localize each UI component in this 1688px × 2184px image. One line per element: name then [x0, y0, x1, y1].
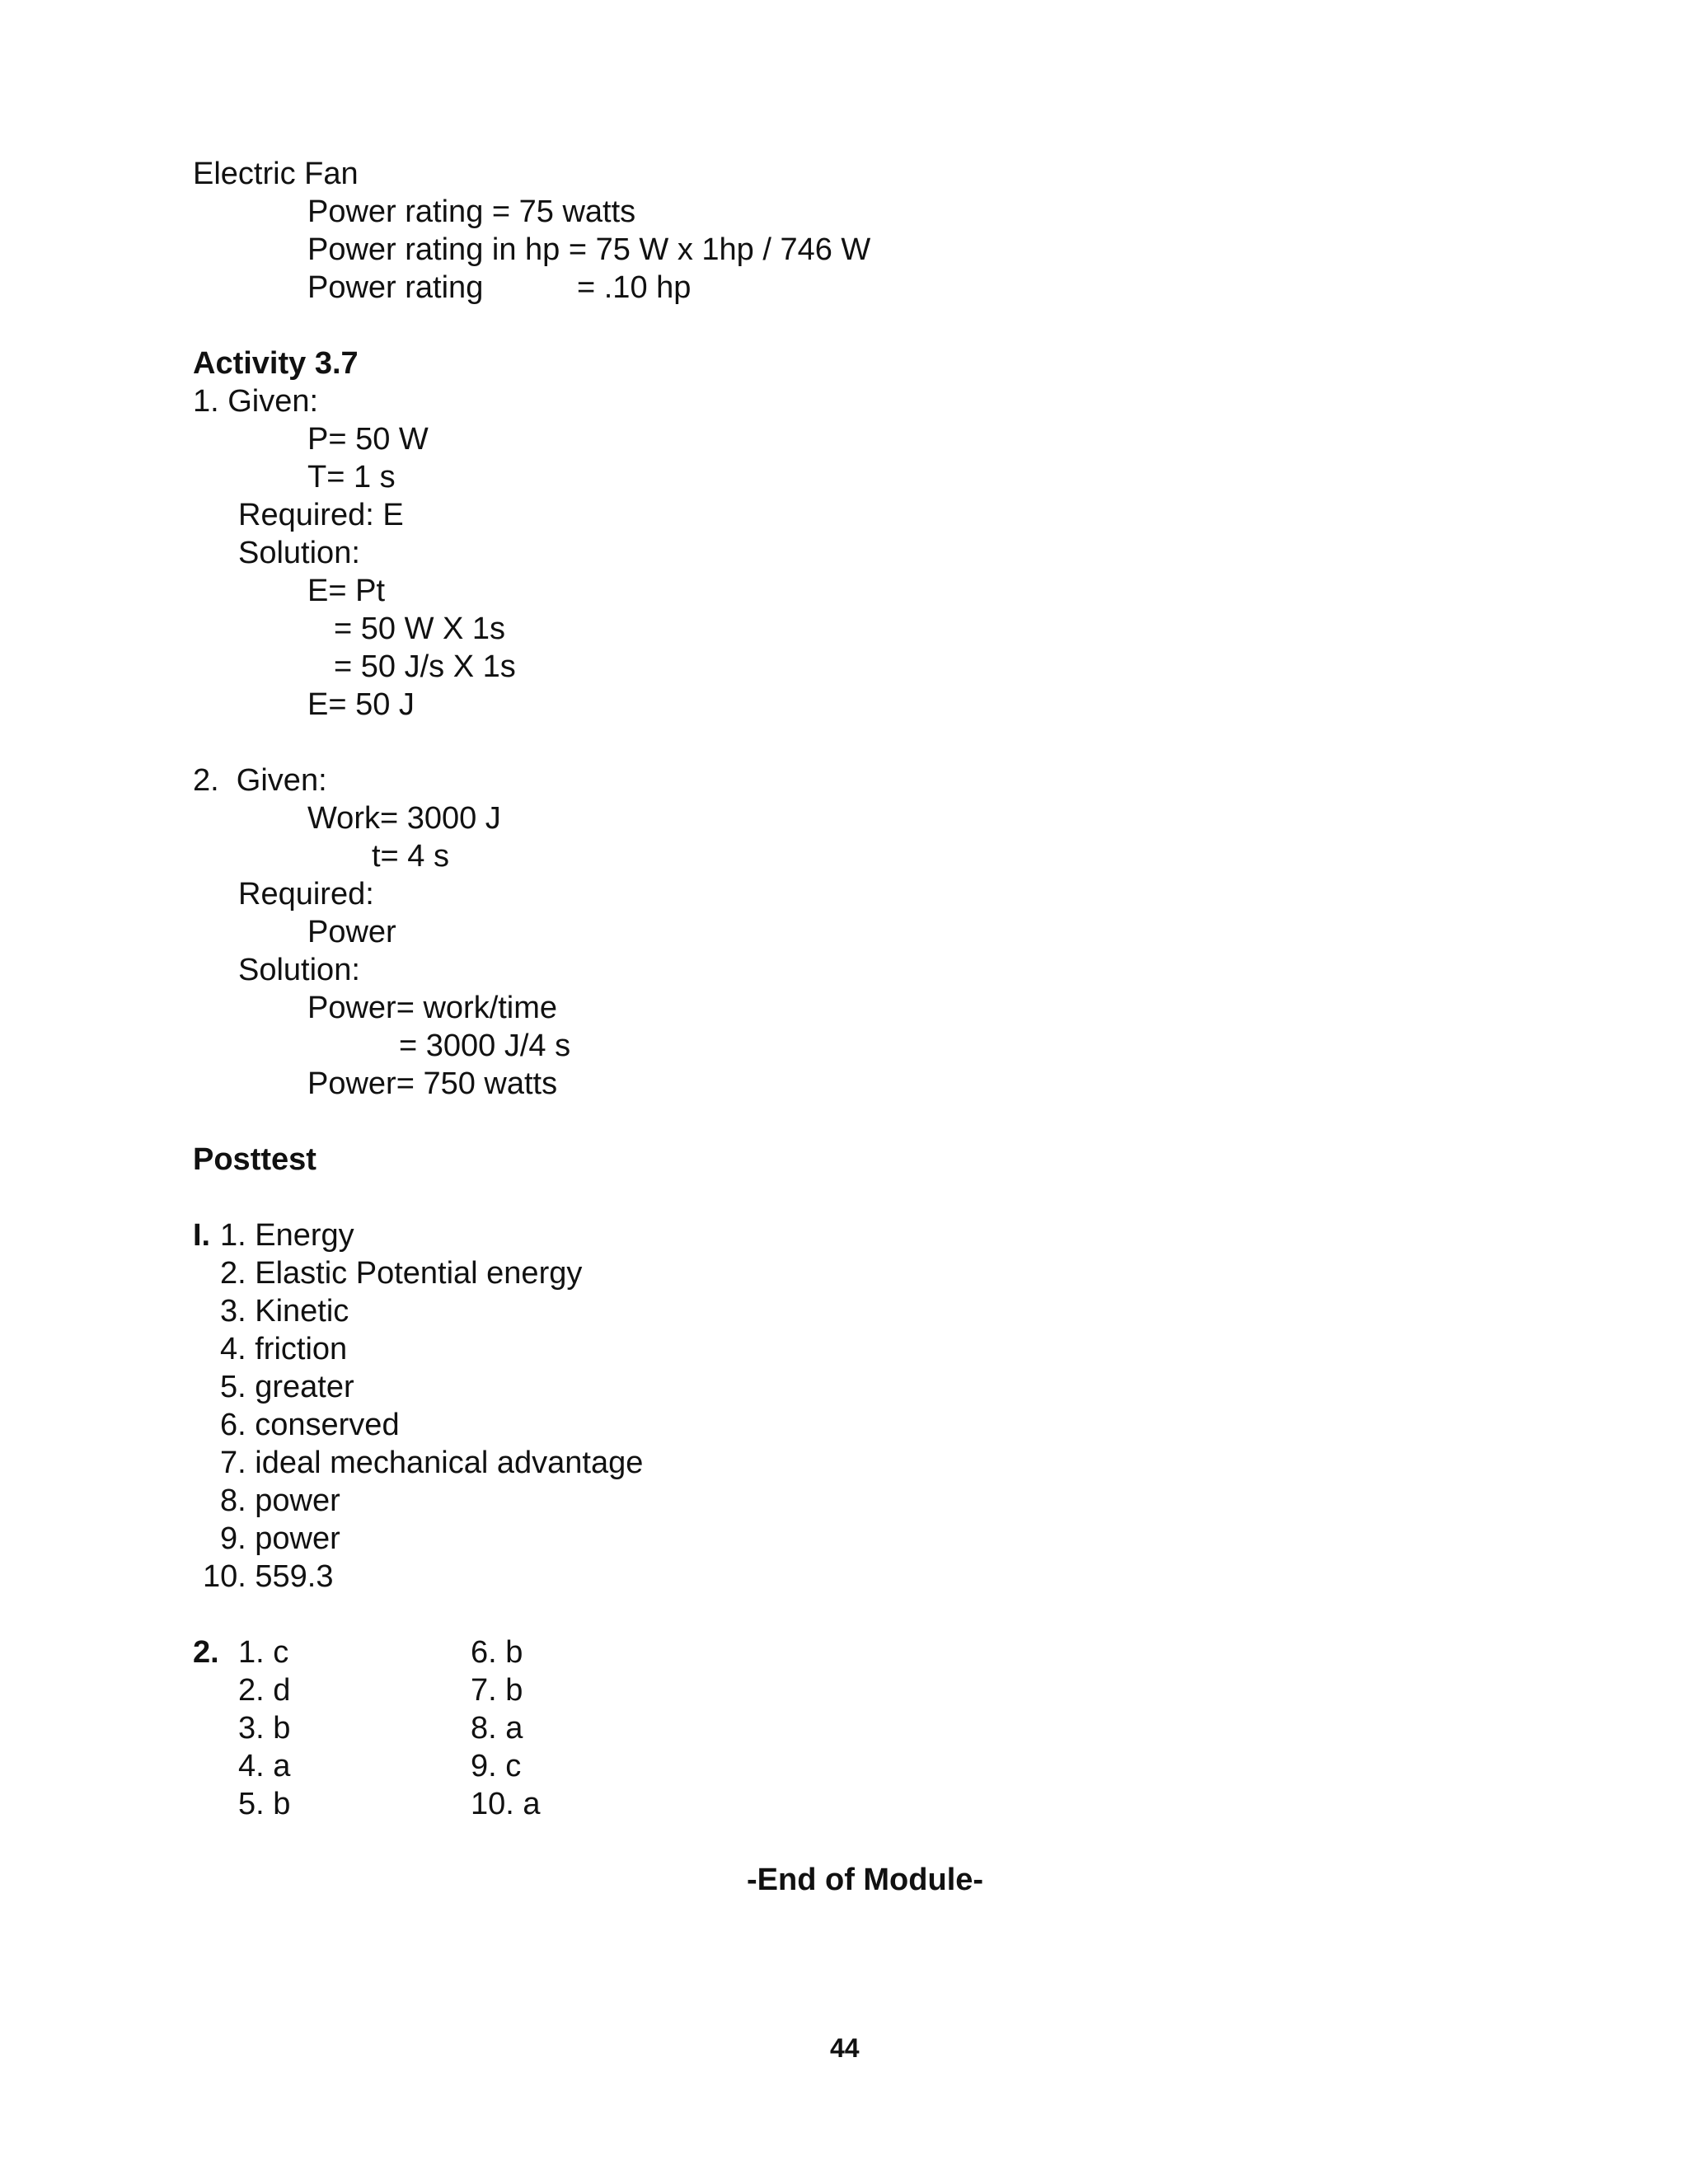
problem-2-step-3: Power= 750 watts	[307, 1066, 558, 1101]
part-1-item: 3. Kinetic	[220, 1294, 349, 1329]
part-2-answer: 4. a	[238, 1749, 291, 1783]
part-2-answer: 2. d	[238, 1673, 291, 1708]
part-1-item: 1. Energy	[220, 1218, 354, 1253]
part-2-answer: 1. c	[238, 1635, 289, 1670]
problem-1-step-2: = 50 W X 1s	[334, 612, 506, 646]
part-1-item: 2. Elastic Potential energy	[220, 1256, 583, 1291]
part-1-item: 9. power	[220, 1521, 340, 1556]
problem-1-step-4: E= 50 J	[307, 687, 415, 722]
problem-2-given: 2. Given:	[193, 763, 327, 798]
part-2-answer: 6. b	[471, 1635, 523, 1670]
part-1-item: 4. friction	[220, 1332, 348, 1366]
problem-2-required-1: Power	[307, 915, 396, 949]
part-2-answer: 5. b	[238, 1787, 291, 1821]
fan-heading: Electric Fan	[193, 157, 359, 191]
part-2-label: 2.	[193, 1635, 219, 1670]
posttest-title: Posttest	[193, 1142, 316, 1177]
problem-1-given-2: T= 1 s	[307, 460, 396, 494]
fan-line-1: Power rating = 75 watts	[307, 194, 636, 229]
fan-line-3-label: Power rating	[307, 270, 484, 305]
part-2-answer: 8. a	[471, 1711, 523, 1746]
activity-title: Activity 3.7	[193, 346, 359, 381]
fan-line-3-value: = .10 hp	[577, 270, 692, 305]
problem-2-step-2: = 3000 J/4 s	[399, 1029, 571, 1063]
problem-1-step-3: = 50 J/s X 1s	[334, 649, 516, 684]
problem-1-step-1: E= Pt	[307, 574, 385, 608]
part-1-label: I.	[193, 1218, 211, 1253]
problem-1-given: 1. Given:	[193, 384, 319, 419]
page-number: 44	[830, 2033, 860, 2063]
problem-1-given-1: P= 50 W	[307, 422, 429, 457]
part-2-answer: 9. c	[471, 1749, 522, 1783]
part-1-item: 7. ideal mechanical advantage	[220, 1446, 644, 1480]
fan-line-2: Power rating in hp = 75 W x 1hp / 746 W	[307, 232, 871, 267]
part-1-item: 8. power	[220, 1483, 340, 1518]
part-2-answer: 7. b	[471, 1673, 523, 1708]
part-1-item: 6. conserved	[220, 1408, 400, 1442]
part-2-answer: 10. a	[471, 1787, 541, 1821]
problem-2-required: Required:	[238, 877, 374, 912]
problem-1-required: Required: E	[238, 498, 404, 532]
problem-2-step-1: Power= work/time	[307, 991, 558, 1025]
part-1-item: 5. greater	[220, 1370, 354, 1404]
end-of-module: -End of Module-	[747, 1863, 984, 1897]
problem-1-solution: Solution:	[238, 536, 360, 570]
problem-2-solution: Solution:	[238, 953, 360, 987]
part-2-answer: 3. b	[238, 1711, 291, 1746]
part-1-item: 10. 559.3	[203, 1559, 334, 1594]
problem-2-given-2: t= 4 s	[372, 839, 449, 874]
problem-2-given-1: Work= 3000 J	[307, 801, 501, 836]
